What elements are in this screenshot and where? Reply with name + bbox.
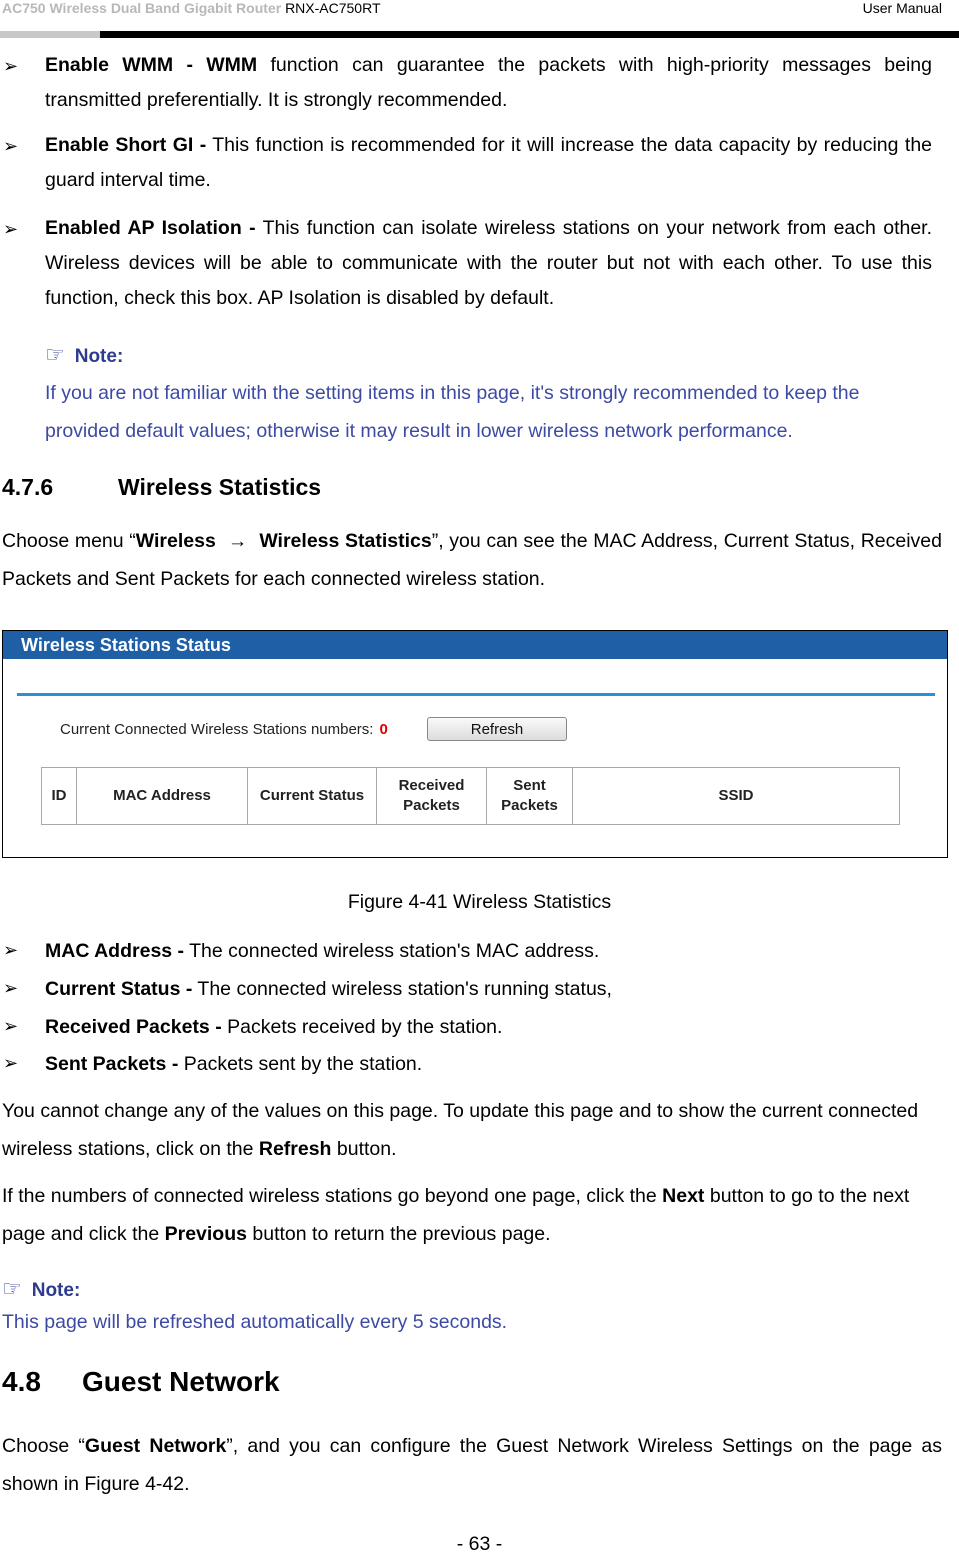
header-rule [0,31,959,38]
pointing-hand-icon: ☞ [2,1276,22,1301]
bullet-enable-short-gi [45,128,932,198]
bullet-arrow-icon: ➢ [3,1053,19,1073]
paragraph-text: button to go to the next page and click the [2,1185,910,1245]
figure-title: Wireless Stations Status [3,631,947,659]
page-number: - 63 - [456,1533,503,1555]
section-heading-4-8 [2,1366,280,1398]
bullet-text: Packets sent by the station. [178,1053,423,1075]
figure-caption: Figure 4-41 Wireless Statistics [347,891,612,913]
section-title: Wireless Statistics [118,474,322,500]
paragraph-refresh [2,1092,937,1168]
note-text: If you are not familiar with the setting items in this page, it's strongly recommended to keep the provided default values; otherwise it may result in lower wireless network performance. [45,382,860,442]
bullet-ap-isolation [45,211,932,316]
section-heading-4-7-6 [2,474,321,501]
station-count [60,721,388,738]
header-doc-type: User Manual [862,0,942,16]
section-intro [2,522,942,598]
bullet-term: Enable Short GI - [45,134,207,156]
col-id: ID [42,768,77,825]
note-title: Note: [74,346,124,367]
header-rule-accent [0,31,100,38]
bullet-arrow-icon: ➢ [3,56,19,76]
bullet-term: Current Status - [45,978,193,1000]
section-number: 4.7.6 [2,474,54,500]
paragraph-text: Choose “ [2,1435,85,1457]
bullet-text: The connected wireless station's MAC address. [184,940,600,962]
bullet-term: MAC Address - [45,940,185,962]
intro-text: ”, you can see the MAC Address, Current Status, Received Packets and Sent Packets for each connected wireless station. [2,530,942,590]
figure-divider [17,693,935,696]
refresh-keyword: Refresh [258,1138,332,1160]
arrow-right-icon: → [227,530,248,552]
note-title: Note: [31,1280,81,1301]
header-model: AC750 Wireless Dual Band Gigabit Router [2,0,282,16]
col-sent-packets: Sent Packets [487,768,573,825]
intro-text: Choose menu “ [2,530,136,552]
bullet-arrow-icon: ➢ [3,136,19,156]
refresh-button[interactable]: Refresh [427,717,567,741]
bullet-term: Received Packets - [45,1016,222,1038]
paragraph-text: ”, and you can configure the Guest Network Wireless Settings on the page as shown in Figure 4-42. [2,1435,942,1495]
bullet-term: Enabled AP Isolation - [45,217,256,239]
next-keyword: Next [662,1185,705,1207]
pointing-hand-icon: ☞ [45,342,65,367]
bullet-arrow-icon: ➢ [3,940,19,960]
bullet-enable-wmm [45,48,932,118]
note-heading [2,1276,80,1302]
bullet-arrow-icon: ➢ [3,1016,19,1036]
section-title: Guest Network [82,1366,280,1397]
bullet-text: The connected wireless station's running status, [192,978,612,1000]
running-header [2,0,381,16]
bullet-text: This function is recommended for it will increase the data capacity by reducing the guard interval time. [45,134,933,191]
col-current-status: Current Status [248,768,377,825]
section-number: 4.8 [2,1366,41,1397]
menu-wireless: Wireless [135,530,216,552]
bullet-text: This function can isolate wireless stations on your network from each other. Wireless devices will be able to communicate with the router but not with each other. To use this function, check this box. AP Isolation is disabled by default. [45,217,933,309]
col-ssid: SSID [573,768,900,825]
bullet-term: Sent Packets - [45,1053,179,1075]
bullet-arrow-icon: ➢ [3,978,19,998]
guest-network-keyword: Guest Network [84,1435,227,1457]
note-text: This page will be refreshed automatically every 5 seconds. [2,1311,508,1333]
section-intro [2,1427,942,1503]
stations-table [41,767,900,825]
table-header-row [42,768,900,825]
paragraph-text: You cannot change any of the values on this page. To update this page and to show the current connected wireless stations, click on the [2,1100,919,1160]
station-count-value: 0 [379,721,388,738]
wireless-stations-status-figure [2,630,948,858]
station-count-label: Current Connected Wireless Stations numbers: [60,721,374,738]
note-heading [45,342,123,368]
paragraph-text: button. [331,1138,397,1160]
bullet-term: Enable WMM - WMM [45,54,258,76]
paragraph-text: If the numbers of connected wireless stations go beyond one page, click the [2,1185,663,1207]
paragraph-next-previous [2,1177,937,1253]
previous-keyword: Previous [164,1223,247,1245]
bullet-text: function can guarantee the packets with high-priority messages being transmitted preferentially. It is strongly recommended. [45,54,932,111]
header-code: RNX-AC750RT [285,0,381,16]
col-mac-address: MAC Address [77,768,248,825]
menu-wireless-statistics: Wireless Statistics [259,530,432,552]
col-received-packets: Received Packets [377,768,487,825]
bullet-arrow-icon: ➢ [3,219,19,239]
paragraph-text: button to return the previous page. [246,1223,551,1245]
bullet-text: Packets received by the station. [221,1016,503,1038]
